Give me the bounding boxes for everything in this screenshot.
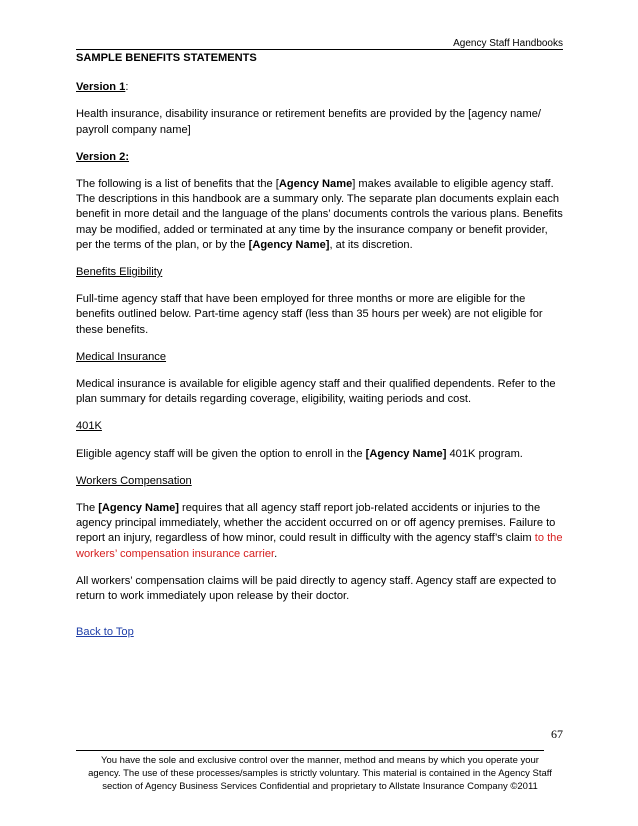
k401-text xyxy=(76,447,566,462)
running-header: Agency Staff Handbooks xyxy=(453,38,563,49)
workers-text-para2: All workers’ compensation claims will be paid directly to agency staff. Agency staff are expected to return to work immediately upon release by their doctor. xyxy=(76,574,557,603)
version2-text-3: , at its discretion. xyxy=(329,238,413,251)
page-title: SAMPLE BENEFITS STATEMENTS xyxy=(76,52,257,64)
workers-text-3: . xyxy=(274,547,278,560)
footer-line-1: You have the sole and exclusive control over the manner, method and means by which you operate your xyxy=(101,755,539,766)
version1-colon: : xyxy=(125,81,129,94)
version2-text-1: The following is a list of benefits that the [ xyxy=(76,178,279,191)
workers-text-2: requires that all agency staff report job-related accidents or injuries to the agency principal immediately, whether the accident occurred on or off agency premises. Failure to report an injury, regardless of how minor, could result in difficulty with the agency staff’s claim xyxy=(76,502,556,545)
footer-line-2: agency. The use of these processes/samples is strictly voluntary. This material is contained in the Agency Staff xyxy=(88,768,552,779)
k401-agency-name: [Agency Name] xyxy=(365,447,447,460)
workers-agency-name: [Agency Name] xyxy=(98,502,179,515)
version2-text xyxy=(76,177,566,253)
version1-label-line xyxy=(76,80,566,95)
eligibility-text: Full-time agency staff that have been employed for three months or more are eligible for the benefits outlined below. Part-time agency staff (less than 35 hours per week) are not eligible for these benefits. xyxy=(76,293,543,336)
workers-red-text: to the workers’ compensation insurance carrier xyxy=(76,532,563,560)
footer-disclaimer xyxy=(68,754,572,793)
page-number: 67 xyxy=(551,727,563,741)
k401-text-1: Eligible agency staff will be given the option to enroll in the xyxy=(76,447,366,460)
version2-text-2: ] makes available to eligible agency staff. The descriptions in this handbook are a summary only. The separate plan documents explain each benefit in more detail and the language of the plans’ documents controls the various plans. Benefits may be modified, added or terminated at any time by the insurance company or benefit provider, per the terms of the plan, or by the xyxy=(76,178,563,251)
version1-text: Health insurance, disability insurance or retirement benefits are provided by the [agency name/ payroll company name] xyxy=(76,108,541,136)
workers-heading: Workers Compensation xyxy=(76,474,192,487)
workers-text xyxy=(76,501,566,562)
version1-label: Version 1 xyxy=(76,81,126,94)
back-to-top-link[interactable]: Back to Top xyxy=(76,626,134,639)
footer-line-3: section of Agency Business Services Confidential and proprietary to Allstate Insurance Company ©2011 xyxy=(102,781,538,792)
header-rule xyxy=(76,49,563,50)
k401-text-2: 401K program. xyxy=(446,447,523,460)
footer-rule xyxy=(76,750,544,751)
page-content xyxy=(76,51,566,640)
medical-heading: Medical Insurance xyxy=(76,350,167,363)
version2-label: Version 2: xyxy=(76,150,130,163)
eligibility-heading: Benefits Eligibility xyxy=(76,266,163,279)
k401-heading: 401K xyxy=(76,420,102,433)
version2-agency-name: Agency Name xyxy=(278,178,353,191)
workers-text-1: The xyxy=(76,502,99,515)
medical-text: Medical insurance is available for eligible agency staff and their qualified dependents. Refer to the plan summary for details regarding coverage, eligibility, waiting periods and cost. xyxy=(76,378,556,406)
version2-agency-name-bracket: [Agency Name] xyxy=(248,238,330,251)
